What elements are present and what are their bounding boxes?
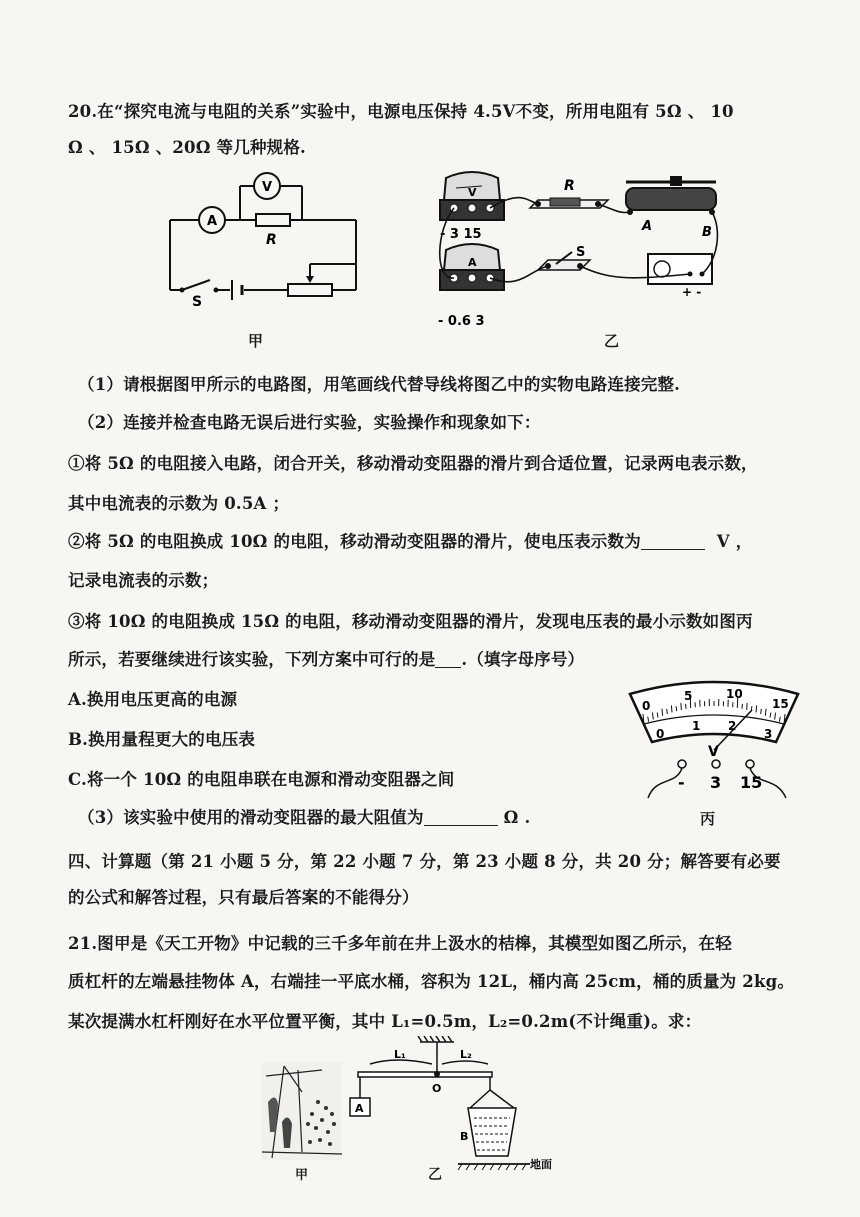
label-ground: 地面: [530, 1158, 552, 1171]
q20-part-3-text: （3）该实验中使用的滑动变阻器的最大阻值为: [78, 808, 424, 827]
q20-step-2b: 记录电流表的示数；: [68, 571, 219, 590]
label-o: O: [432, 1082, 442, 1095]
dial-top-5: 5: [684, 689, 693, 703]
ammeter-device-label: A: [468, 256, 477, 269]
q21-line-3: 某次提满水杠杆刚好在水平位置平衡，其中 L₁=0.5m，L₂=0.2m(不计绳重)。求：: [68, 1012, 702, 1031]
section-4-line-1: 四、计算题（第 21 小题 5 分，第 22 小题 7 分，第 23 小题 8 分，共 20 分；解答要有必要: [68, 852, 781, 871]
q20-line-2: Ω 、 15Ω 、20Ω 等几种规格.: [68, 138, 307, 157]
figure-jia-circuit: [160, 168, 370, 308]
q20-step-3b-text: 所示，若要继续进行该实验，下列方案中可行的是: [68, 650, 436, 669]
label-l2: L₂: [460, 1048, 472, 1061]
dial-unit-v: V: [708, 744, 719, 760]
resistor-board: [530, 198, 608, 208]
q20-part-2: （2）连接并检查电路无误后进行实验，实验操作和现象如下：: [78, 413, 541, 432]
resistor-device-label: R: [564, 178, 575, 194]
dial-tick: [756, 705, 757, 712]
option-a: A.换用电压更高的电源: [68, 690, 238, 709]
option-b: B.换用量程更大的电压表: [68, 730, 256, 749]
power-supply-device: [648, 254, 712, 284]
q20-step-2a-text: ②将 5Ω 的电阻换成 10Ω 的电阻，移动滑动变阻器的滑片，使电压表示数为: [68, 532, 641, 551]
voltmeter-label: V: [262, 180, 273, 195]
q20-step-3a: ③将 10Ω 的电阻换成 15Ω 的电阻，移动滑动变阻器的滑片，发现电压表的最小示数如图丙: [68, 612, 753, 631]
water-bucket: [468, 1108, 516, 1156]
power-supply-terminals: + -: [682, 285, 702, 299]
dial-tick: [761, 709, 762, 714]
rheostat-terminal-a: A: [642, 219, 653, 234]
q20-part-1: （1）请根据图甲所示的电路图，用笔画线代替导线将图乙中的实物电路连接完整.: [78, 375, 681, 394]
dial-top-0: 0: [642, 699, 651, 713]
figure-bing-caption: 丙: [700, 810, 716, 828]
q20-step-2a: [68, 528, 752, 552]
label-l1: L₁: [394, 1048, 406, 1061]
terminal-3: 3: [710, 773, 722, 792]
dial-tick: [676, 706, 677, 711]
lever-pivot: [434, 1071, 440, 1077]
switch-device-label: S: [576, 245, 586, 260]
terminal-15: 15: [740, 773, 763, 792]
rheostat-symbol: [288, 284, 332, 296]
voltmeter-terminals: - 3 15: [440, 227, 482, 242]
q20-step-3b-hint: .（填字母序号）: [461, 650, 585, 669]
figure-21-jia-caption: 甲: [295, 1168, 309, 1183]
q21-line-2: 质杠杆的左端悬挂物体 A，右端挂一平底水桶，容积为 12L，桶内高 25cm，桶的质量为 2kg。: [68, 972, 795, 991]
q20-part-3-unit: Ω .: [503, 808, 531, 827]
switch-label: S: [192, 294, 203, 308]
q20-step-1b: 其中电流表的示数为 0.5A ；: [68, 494, 290, 513]
section-4-line-2: 的公式和解答过程，只有最后答案的不能得分）: [68, 888, 419, 907]
label-b: B: [460, 1130, 469, 1143]
figure-bing-voltmeter-dial: [626, 676, 802, 806]
dial-tick: [667, 709, 668, 714]
dial-top-10: 10: [726, 687, 743, 701]
label-a: A: [355, 1102, 364, 1115]
figure-yi-apparatus: [430, 170, 730, 330]
q20-step-3b: [68, 646, 584, 670]
ammeter-label: A: [207, 214, 218, 229]
answer-blank-option[interactable]: [435, 651, 461, 669]
dial-bottom-1: 1: [692, 719, 701, 733]
dial-bottom-0: 0: [656, 727, 665, 741]
terminal-minus: -: [678, 773, 685, 792]
q20-step-2a-unit: V ，: [716, 532, 753, 551]
answer-blank-voltage[interactable]: [641, 533, 705, 551]
q21-line-1: 21.图甲是《天工开物》中记载的三千多年前在井上汲水的桔槔，其模型如图乙所示，在轻: [68, 934, 732, 953]
dial-bottom-3: 3: [764, 727, 773, 741]
q20-step-1a: ①将 5Ω 的电阻接入电路，闭合开关，移动滑动变阻器的滑片到合适位置，记录两电表示数，: [68, 454, 758, 473]
voltmeter-device-label: V: [468, 186, 477, 199]
figure-jia-caption: 甲: [248, 332, 264, 350]
figure-21-yi-lever: [346, 1036, 566, 1186]
q20-part-3: [78, 804, 530, 828]
rheostat-terminal-b: B: [702, 225, 712, 240]
dial-bottom-2: 2: [728, 719, 737, 733]
rheostat-device: [626, 176, 716, 215]
dial-top-15: 15: [772, 697, 789, 711]
ammeter-terminals: - 0.6 3: [438, 314, 485, 329]
figure-yi-caption: 乙: [604, 332, 620, 350]
q20-line-1: 20.在“探究电流与电阻的关系”实验中，电源电压保持 4.5V不变，所用电阻有 5Ω 、 10: [68, 102, 734, 121]
dial-tick: [671, 705, 672, 712]
lever-bar: [358, 1072, 492, 1077]
resistor-label: R: [266, 232, 277, 248]
answer-blank-resistance[interactable]: [424, 809, 498, 827]
figure-21-yi-caption: 乙: [428, 1167, 442, 1183]
resistor-symbol: [256, 214, 290, 226]
figure-21-jia-illustration: [262, 1062, 342, 1160]
option-c: C.将一个 10Ω 的电阻串联在电源和滑动变阻器之间: [68, 770, 455, 789]
